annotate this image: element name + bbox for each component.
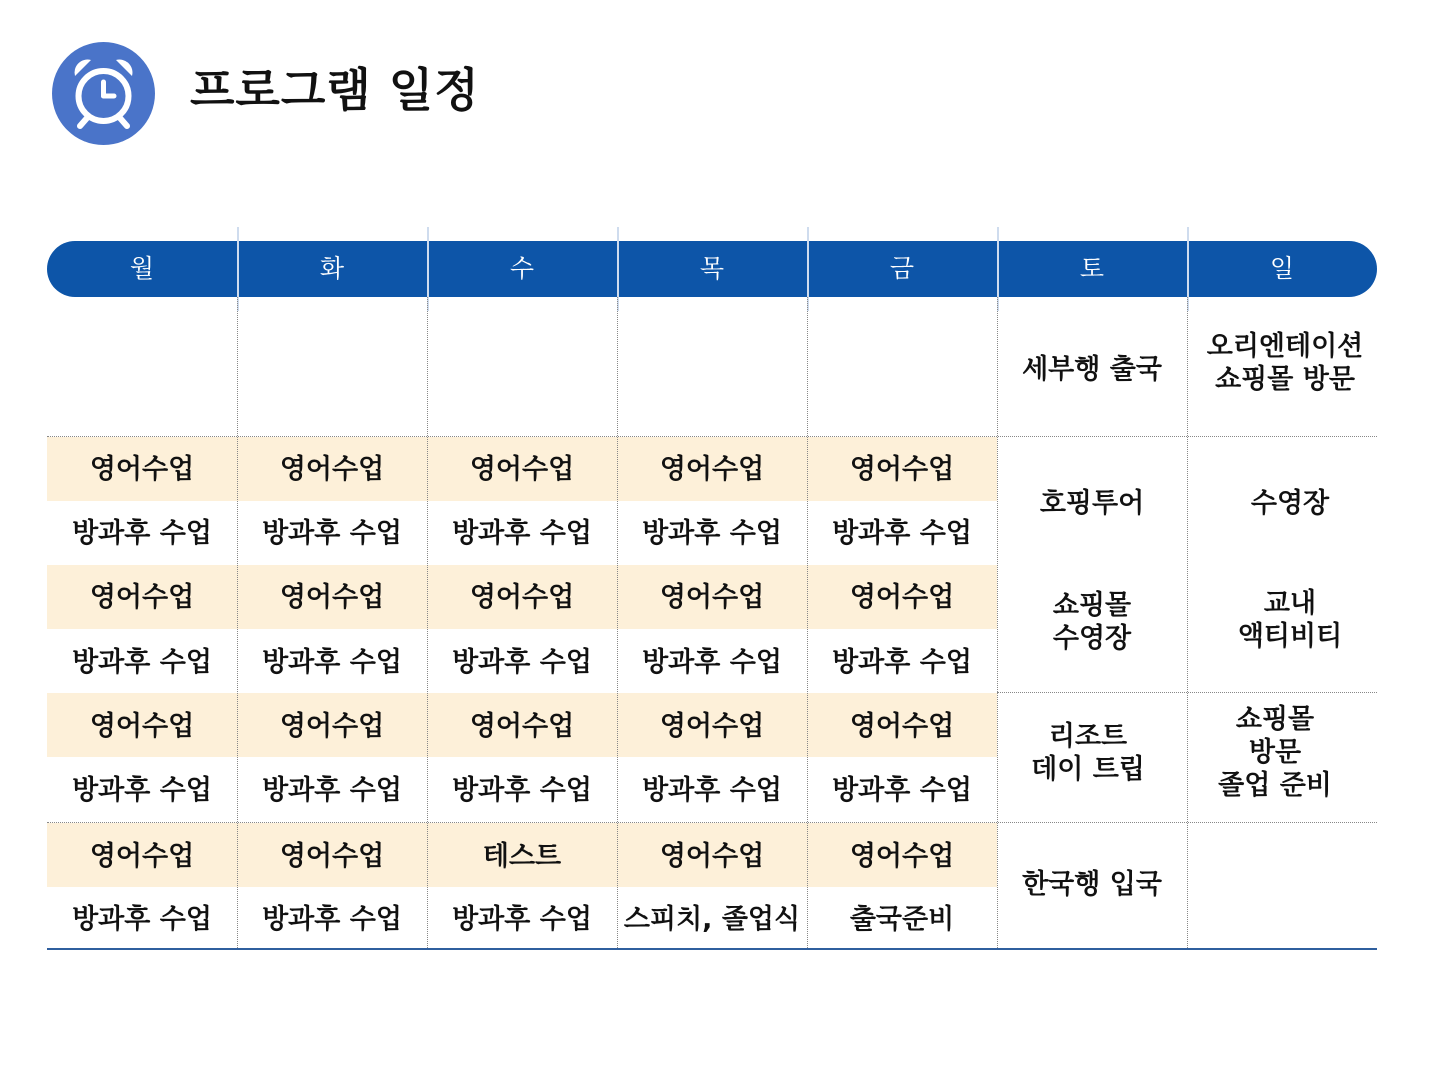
cell-line: 쇼핑몰 (1052, 590, 1132, 621)
schedule-cell: 방과후 수업 (832, 647, 972, 678)
cell-line: 오리엔테이션 (1206, 331, 1364, 362)
day-header-wed: 수 (509, 254, 535, 283)
schedule-cell: 방과후 수업 (452, 775, 592, 806)
cell-line: 쇼핑몰 방문 (1215, 364, 1355, 395)
day-header-mon: 월 (129, 254, 155, 283)
cell-line: 쇼핑몰 (1235, 704, 1315, 735)
schedule-cell: 방과후 수업 (72, 518, 212, 549)
schedule-cell: 영어수업 (659, 582, 765, 613)
schedule-cell-sat-resort-trip (993, 720, 1183, 786)
schedule-cell-sun-mall-graduation (1180, 703, 1370, 802)
grid-divider (47, 436, 1377, 437)
cell-line: 데이 트립 (1031, 754, 1145, 785)
schedule-cell: 영어수업 (469, 711, 575, 742)
schedule-cell: 영어수업 (849, 454, 955, 485)
schedule-cell-sun-activity (1195, 587, 1385, 653)
grid-divider (997, 692, 1377, 693)
schedule-cell: 영어수업 (279, 711, 385, 742)
day-header-sun: 일 (1269, 254, 1295, 283)
schedule-cell: 방과후 수업 (452, 518, 592, 549)
schedule-cell: 영어수업 (659, 711, 765, 742)
schedule-cell-sun-orientation (1190, 330, 1380, 396)
grid-divider (47, 822, 1377, 823)
day-header-bar (47, 241, 1377, 297)
day-header-tue: 화 (319, 254, 345, 283)
schedule-cell: 영어수업 (89, 841, 195, 872)
cell-line: 액티비티 (1237, 621, 1343, 652)
schedule-cell: 영어수업 (279, 454, 385, 485)
schedule-cell: 영어수업 (279, 841, 385, 872)
schedule-cell-sun-pool: 수영장 (1250, 488, 1330, 519)
day-header-fri: 금 (889, 254, 915, 283)
day-header-sat: 토 (1079, 254, 1105, 283)
schedule-cell: 영어수업 (279, 582, 385, 613)
alarm-clock-icon (52, 42, 155, 145)
schedule-cell: 방과후 수업 (832, 775, 972, 806)
grid-divider (1187, 297, 1188, 948)
schedule-cell: 방과후 수업 (262, 775, 402, 806)
schedule-cell: 영어수업 (89, 582, 195, 613)
page-title: 프로그램 일정 (190, 63, 480, 117)
schedule-cell: 영어수업 (469, 454, 575, 485)
schedule-cell: 방과후 수업 (452, 647, 592, 678)
schedule-cell-test: 테스트 (482, 841, 562, 872)
schedule-cell: 영어수업 (849, 582, 955, 613)
schedule-cell: 영어수업 (659, 841, 765, 872)
schedule-cell: 방과후 수업 (262, 518, 402, 549)
schedule-cell: 방과후 수업 (642, 518, 782, 549)
schedule-cell: 방과후 수업 (642, 775, 782, 806)
schedule-cell: 방과후 수업 (832, 518, 972, 549)
schedule-cell: 방과후 수업 (452, 904, 592, 935)
cell-line: 졸업 준비 (1218, 770, 1332, 801)
schedule-cell: 영어수업 (849, 841, 955, 872)
schedule-cell: 영어수업 (469, 582, 575, 613)
schedule-cell-sat-return: 한국행 입국 (1022, 869, 1162, 900)
schedule-cell: 영어수업 (89, 454, 195, 485)
schedule-cell: 방과후 수업 (642, 647, 782, 678)
schedule-cell-sat-departure: 세부행 출국 (1022, 354, 1162, 385)
schedule-cell: 방과후 수업 (72, 775, 212, 806)
cell-line: 교내 (1263, 588, 1317, 619)
schedule-cell: 방과후 수업 (262, 904, 402, 935)
schedule-cell: 방과후 수업 (72, 647, 212, 678)
cell-line: 수영장 (1052, 623, 1132, 654)
schedule-cell: 영어수업 (849, 711, 955, 742)
schedule-cell-departure-prep: 출국준비 (849, 904, 955, 935)
table-bottom-rule (47, 948, 1377, 950)
schedule-cell: 영어수업 (89, 711, 195, 742)
schedule-cell-sat-mall-pool (997, 589, 1187, 655)
schedule-cell-graduation: 스피치, 졸업식 (623, 904, 801, 935)
schedule-cell-sat-hopping-tour: 호핑투어 (1039, 488, 1145, 519)
schedule-cell: 방과후 수업 (262, 647, 402, 678)
cell-line: 리조트 (1048, 721, 1128, 752)
cell-line: 방문 (1248, 737, 1302, 768)
day-header-thu: 목 (699, 254, 725, 283)
schedule-cell: 방과후 수업 (72, 904, 212, 935)
schedule-cell: 영어수업 (659, 454, 765, 485)
